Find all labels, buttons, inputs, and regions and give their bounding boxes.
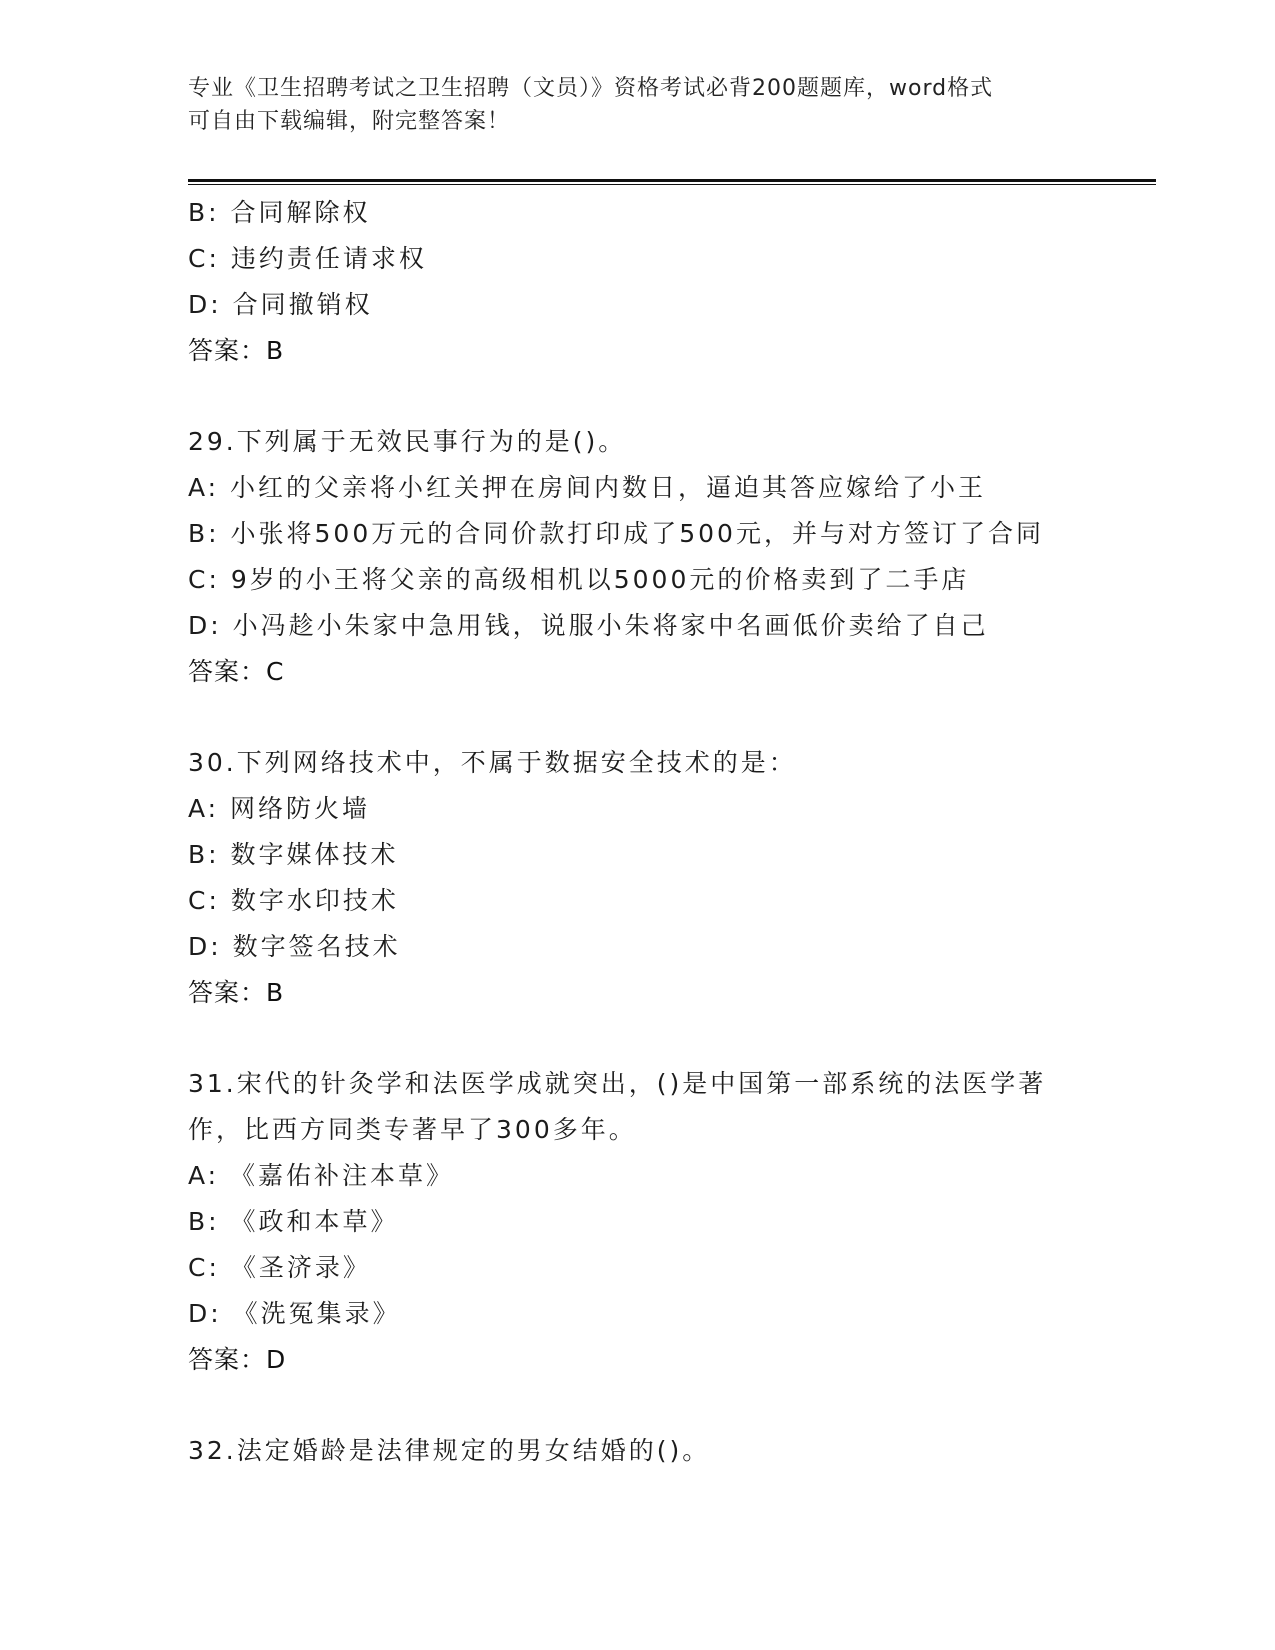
option-c: C: 数字水印技术 — [188, 886, 399, 915]
question-stem: 29.下列属于无效民事行为的是()。 — [188, 427, 627, 456]
question-28-carryover — [188, 190, 1088, 374]
option-b: B: 合同解除权 — [188, 198, 371, 227]
option-d: D: 小冯趁小朱家中急用钱，说服小朱将家中名画低价卖给了自己 — [188, 611, 989, 640]
option-a: A: 小红的父亲将小红关押在房间内数日，逼迫其答应嫁给了小王 — [188, 473, 987, 502]
header-line-1: 专业《卫生招聘考试之卫生招聘（文员）》资格考试必背200题题库，word格式 — [188, 76, 994, 101]
option-a: A: 《嘉佑补注本草》 — [188, 1161, 455, 1190]
option-b: B: 《政和本草》 — [188, 1207, 399, 1236]
question-stem-line-2: 作，比西方同类专著早了300多年。 — [188, 1115, 637, 1144]
answer: 答案：B — [188, 978, 285, 1007]
question-stem: 30.下列网络技术中，不属于数据安全技术的是： — [188, 748, 797, 777]
option-c: C: 违约责任请求权 — [188, 244, 427, 273]
question-29 — [188, 419, 1088, 695]
header-line-2: 可自由下载编辑，附完整答案！ — [188, 109, 511, 134]
answer: 答案：D — [188, 1345, 287, 1374]
option-c: C: 9岁的小王将父亲的高级相机以5000元的价格卖到了二手店 — [188, 565, 970, 594]
spacer — [188, 695, 1088, 740]
header-rule-thin — [188, 184, 1156, 185]
option-c: C: 《圣济录》 — [188, 1253, 371, 1282]
option-b: B: 数字媒体技术 — [188, 840, 399, 869]
option-d: D: 数字签名技术 — [188, 932, 401, 961]
answer: 答案：C — [188, 657, 285, 686]
spacer — [188, 1016, 1088, 1061]
spacer — [188, 374, 1088, 419]
option-b: B: 小张将500万元的合同价款打印成了500元，并与对方签订了合同 — [188, 519, 1044, 548]
question-31 — [188, 1061, 1088, 1383]
document-header — [188, 72, 1088, 138]
option-d: D: 《洗冤集录》 — [188, 1299, 401, 1328]
question-30 — [188, 740, 1088, 1016]
option-a: A: 网络防火墙 — [188, 794, 371, 823]
header-rule-thick — [188, 179, 1156, 182]
question-32 — [188, 1428, 1088, 1474]
question-stem: 32.法定婚龄是法律规定的男女结婚的()。 — [188, 1436, 711, 1465]
question-stem-line-1: 31.宋代的针灸学和法医学成就突出，()是中国第一部系统的法医学著 — [188, 1069, 1047, 1098]
option-d: D: 合同撤销权 — [188, 290, 373, 319]
document-body — [188, 190, 1088, 1474]
answer: 答案：B — [188, 336, 285, 365]
spacer — [188, 1383, 1088, 1428]
